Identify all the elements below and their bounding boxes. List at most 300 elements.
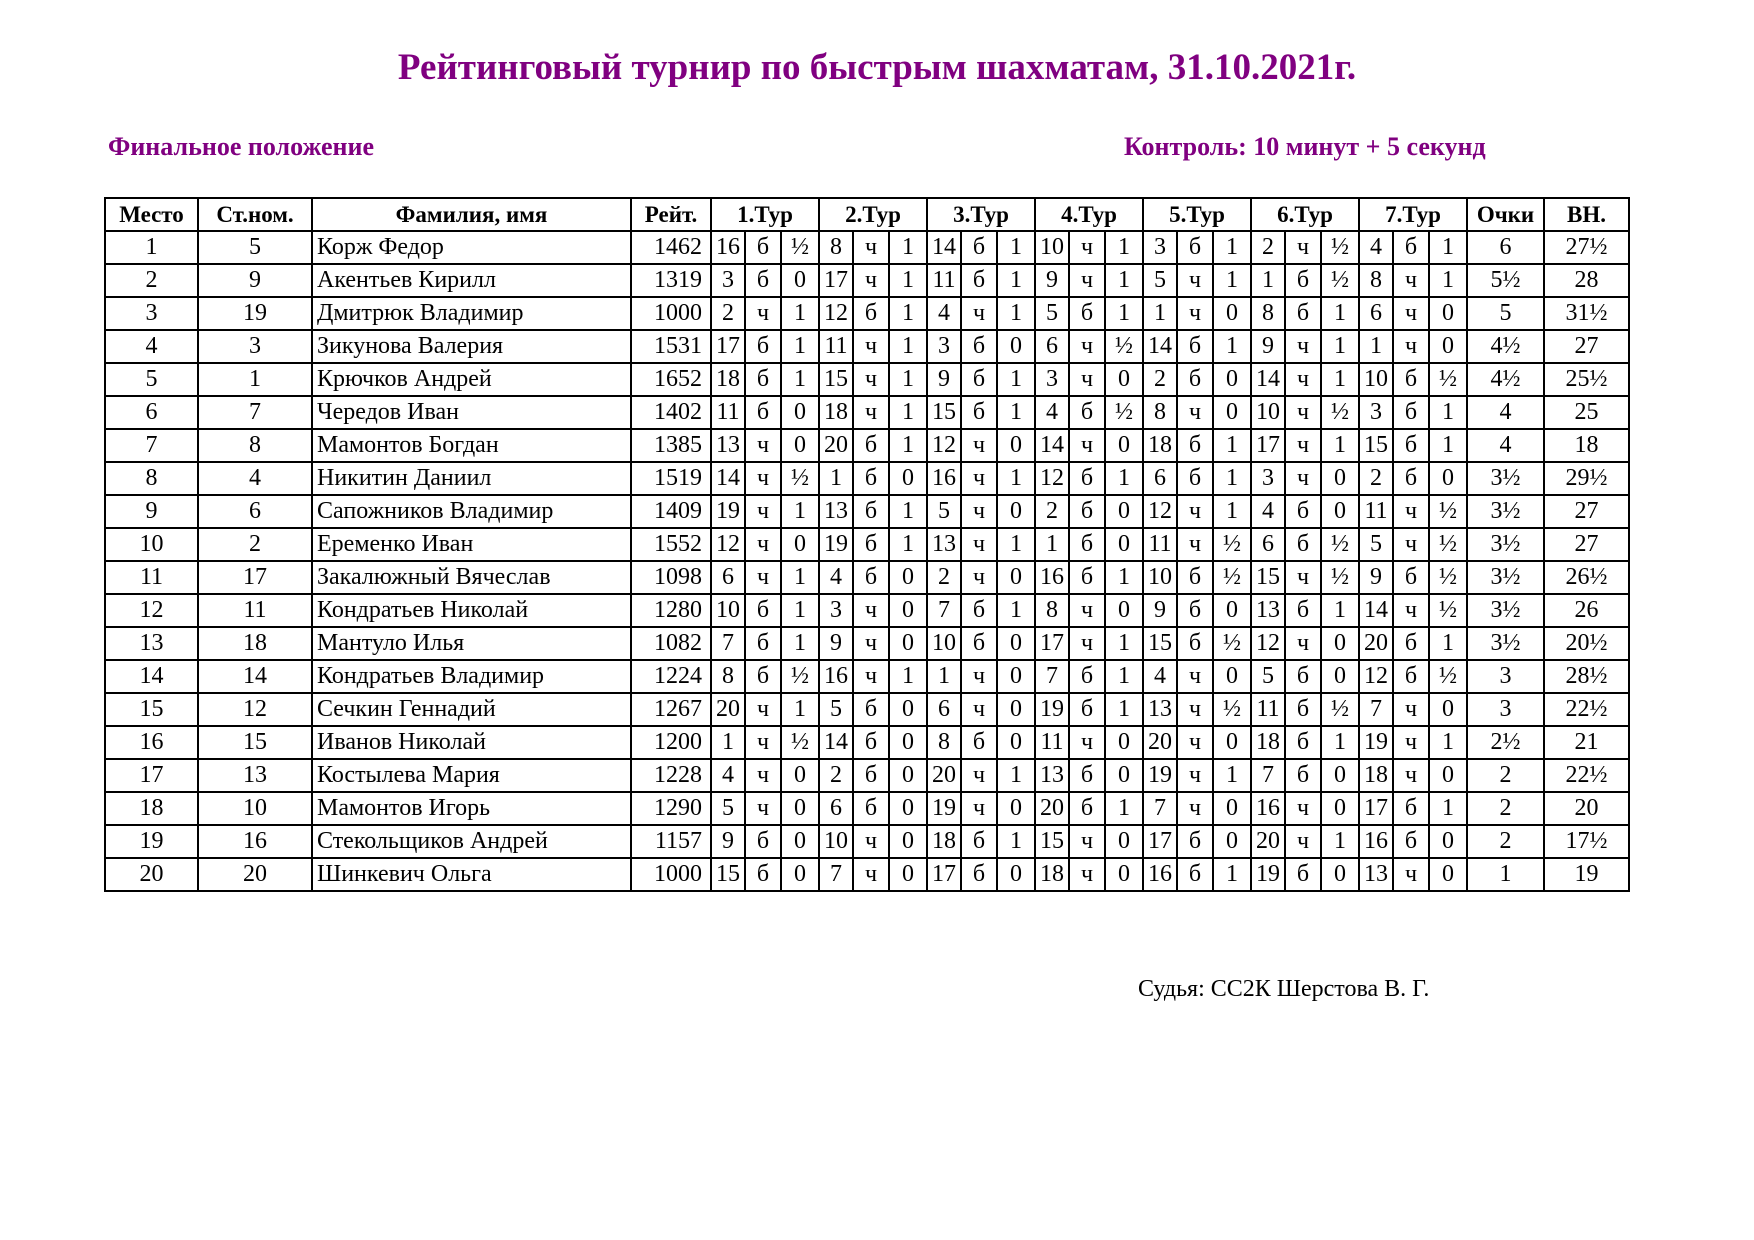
cell-opponent: 2: [1035, 495, 1069, 528]
cell-color: б: [853, 726, 889, 759]
cell-opponent: 10: [1143, 561, 1177, 594]
cell-result: ½: [1213, 528, 1251, 561]
cell-place: 6: [105, 396, 198, 429]
cell-color: ч: [1069, 858, 1105, 891]
cell-name: Дмитрюк Владимир: [312, 297, 631, 330]
cell-color: б: [853, 429, 889, 462]
cell-tiebreak: 27: [1544, 528, 1629, 561]
cell-start-number: 5: [198, 231, 312, 264]
cell-opponent: 3: [1143, 231, 1177, 264]
cell-result: 0: [781, 396, 819, 429]
cell-color: ч: [1285, 462, 1321, 495]
cell-rating: 1290: [631, 792, 711, 825]
cell-result: ½: [1321, 396, 1359, 429]
cell-result: 0: [1321, 792, 1359, 825]
cell-points: 3: [1467, 693, 1544, 726]
cell-opponent: 2: [1251, 231, 1285, 264]
cell-result: 0: [781, 858, 819, 891]
cell-tiebreak: 31½: [1544, 297, 1629, 330]
cell-rating: 1000: [631, 297, 711, 330]
cell-opponent: 4: [1359, 231, 1393, 264]
cell-result: 1: [1429, 792, 1467, 825]
cell-name: Зикунова Валерия: [312, 330, 631, 363]
cell-opponent: 20: [1359, 627, 1393, 660]
cell-opponent: 10: [1035, 231, 1069, 264]
cell-name: Стекольщиков Андрей: [312, 825, 631, 858]
cell-color: ч: [853, 396, 889, 429]
cell-color: б: [1393, 231, 1429, 264]
cell-color: ч: [1393, 528, 1429, 561]
cell-result: 0: [781, 429, 819, 462]
cell-color: ч: [1285, 627, 1321, 660]
cell-color: ч: [1069, 264, 1105, 297]
cell-result: 0: [1429, 297, 1467, 330]
cell-opponent: 18: [1359, 759, 1393, 792]
cell-color: ч: [1285, 363, 1321, 396]
cell-start-number: 1: [198, 363, 312, 396]
table-row: [105, 363, 1629, 396]
table-row: [105, 495, 1629, 528]
cell-opponent: 4: [1143, 660, 1177, 693]
cell-color: б: [1393, 396, 1429, 429]
cell-tiebreak: 17½: [1544, 825, 1629, 858]
cell-color: б: [961, 825, 997, 858]
cell-opponent: 5: [1143, 264, 1177, 297]
cell-color: ч: [1177, 264, 1213, 297]
cell-opponent: 3: [927, 330, 961, 363]
cell-name: Кондратьев Николай: [312, 594, 631, 627]
cell-color: ч: [745, 462, 781, 495]
cell-opponent: 11: [1035, 726, 1069, 759]
cell-rating: 1000: [631, 858, 711, 891]
cell-result: 0: [889, 858, 927, 891]
cell-name: Чередов Иван: [312, 396, 631, 429]
cell-result: ½: [1321, 264, 1359, 297]
cell-color: б: [745, 363, 781, 396]
cell-rating: 1652: [631, 363, 711, 396]
cell-color: ч: [745, 792, 781, 825]
cell-color: ч: [961, 693, 997, 726]
cell-color: б: [1069, 297, 1105, 330]
cell-result: 0: [1213, 726, 1251, 759]
cell-result: 1: [1429, 429, 1467, 462]
cell-color: б: [1285, 660, 1321, 693]
cell-result: ½: [1429, 594, 1467, 627]
cell-result: 1: [997, 759, 1035, 792]
cell-result: 0: [781, 528, 819, 561]
cell-color: б: [1285, 264, 1321, 297]
cell-color: б: [1285, 759, 1321, 792]
cell-opponent: 4: [1035, 396, 1069, 429]
cell-result: ½: [1213, 627, 1251, 660]
cell-opponent: 14: [819, 726, 853, 759]
cell-color: ч: [745, 528, 781, 561]
cell-result: 0: [889, 693, 927, 726]
cell-points: 3½: [1467, 462, 1544, 495]
cell-color: ч: [1069, 627, 1105, 660]
cell-color: б: [745, 660, 781, 693]
cell-opponent: 17: [1143, 825, 1177, 858]
cell-result: 0: [1429, 858, 1467, 891]
cell-result: 0: [1105, 495, 1143, 528]
cell-color: ч: [1393, 330, 1429, 363]
cell-opponent: 12: [927, 429, 961, 462]
table-row: [105, 396, 1629, 429]
cell-opponent: 13: [819, 495, 853, 528]
cell-result: 0: [997, 792, 1035, 825]
cell-opponent: 11: [1251, 693, 1285, 726]
cell-color: б: [1069, 693, 1105, 726]
cell-tiebreak: 29½: [1544, 462, 1629, 495]
cell-tiebreak: 26½: [1544, 561, 1629, 594]
cell-tiebreak: 20½: [1544, 627, 1629, 660]
cell-color: ч: [961, 429, 997, 462]
cell-result: 1: [1321, 363, 1359, 396]
cell-color: ч: [853, 231, 889, 264]
page-title: Рейтинговый турнир по быстрым шахматам, 31.10.2021г.: [397, 47, 1357, 88]
cell-points: 3½: [1467, 495, 1544, 528]
cell-color: ч: [1393, 693, 1429, 726]
cell-opponent: 17: [819, 264, 853, 297]
cell-opponent: 5: [927, 495, 961, 528]
cell-result: 0: [1213, 297, 1251, 330]
cell-place: 18: [105, 792, 198, 825]
cell-name: Корж Федор: [312, 231, 631, 264]
judge-signature-line: Судья: СС2К Шерстова В. Г.: [1138, 976, 1430, 1002]
cell-result: 1: [1213, 330, 1251, 363]
cell-color: ч: [961, 561, 997, 594]
cell-rating: 1267: [631, 693, 711, 726]
table-row: [105, 627, 1629, 660]
cell-result: 1: [1321, 594, 1359, 627]
cell-result: 1: [1429, 726, 1467, 759]
cell-name: Сапожников Владимир: [312, 495, 631, 528]
cell-opponent: 15: [927, 396, 961, 429]
cell-opponent: 20: [711, 693, 745, 726]
cell-result: 1: [997, 297, 1035, 330]
cell-place: 10: [105, 528, 198, 561]
cell-opponent: 6: [927, 693, 961, 726]
cell-color: ч: [1177, 660, 1213, 693]
cell-color: б: [1177, 363, 1213, 396]
cell-opponent: 3: [1035, 363, 1069, 396]
cell-result: 1: [1429, 231, 1467, 264]
cell-start-number: 20: [198, 858, 312, 891]
table-row: [105, 429, 1629, 462]
cell-result: 0: [997, 660, 1035, 693]
cell-points: 2½: [1467, 726, 1544, 759]
cell-start-number: 10: [198, 792, 312, 825]
cell-result: ½: [781, 660, 819, 693]
cell-result: 1: [1321, 825, 1359, 858]
cell-result: 1: [1429, 396, 1467, 429]
cell-opponent: 9: [819, 627, 853, 660]
cell-result: 1: [1105, 297, 1143, 330]
table-row: [105, 297, 1629, 330]
cell-result: 1: [1213, 231, 1251, 264]
cell-result: 1: [1429, 264, 1467, 297]
cell-color: ч: [853, 330, 889, 363]
cell-result: 0: [1105, 858, 1143, 891]
cell-color: б: [853, 462, 889, 495]
cell-opponent: 10: [1359, 363, 1393, 396]
cell-color: б: [1177, 627, 1213, 660]
cell-color: б: [1393, 660, 1429, 693]
cell-opponent: 18: [1143, 429, 1177, 462]
cell-opponent: 8: [819, 231, 853, 264]
cell-opponent: 13: [711, 429, 745, 462]
cell-points: 3½: [1467, 561, 1544, 594]
cell-result: 0: [997, 693, 1035, 726]
standings-subtitle: Финальное положение: [108, 132, 375, 161]
cell-color: б: [853, 693, 889, 726]
cell-color: б: [1069, 759, 1105, 792]
cell-opponent: 1: [927, 660, 961, 693]
cell-color: б: [1285, 495, 1321, 528]
table-row: [105, 594, 1629, 627]
cell-result: 1: [1105, 792, 1143, 825]
cell-color: б: [1069, 792, 1105, 825]
cell-opponent: 4: [819, 561, 853, 594]
cell-opponent: 16: [1035, 561, 1069, 594]
cell-color: ч: [1177, 759, 1213, 792]
cell-color: ч: [961, 495, 997, 528]
cell-points: 4½: [1467, 330, 1544, 363]
cell-opponent: 13: [927, 528, 961, 561]
table-row: [105, 561, 1629, 594]
cell-tiebreak: 22½: [1544, 693, 1629, 726]
cell-opponent: 10: [927, 627, 961, 660]
cell-opponent: 5: [711, 792, 745, 825]
cell-color: ч: [1393, 297, 1429, 330]
cell-result: 0: [1429, 825, 1467, 858]
cell-opponent: 6: [1251, 528, 1285, 561]
cell-result: 1: [781, 693, 819, 726]
cell-opponent: 9: [1251, 330, 1285, 363]
cell-opponent: 16: [1359, 825, 1393, 858]
cell-color: ч: [961, 462, 997, 495]
cell-color: ч: [1285, 561, 1321, 594]
cell-result: 0: [1105, 429, 1143, 462]
cell-tiebreak: 28½: [1544, 660, 1629, 693]
cell-result: 0: [889, 792, 927, 825]
cell-result: 1: [781, 363, 819, 396]
cell-color: ч: [1177, 528, 1213, 561]
cell-result: 1: [1213, 462, 1251, 495]
cell-color: б: [853, 792, 889, 825]
cell-color: б: [1285, 528, 1321, 561]
cell-opponent: 20: [819, 429, 853, 462]
cell-color: б: [1393, 363, 1429, 396]
cell-name: Закалюжный Вячеслав: [312, 561, 631, 594]
cell-start-number: 14: [198, 660, 312, 693]
cell-color: б: [1177, 858, 1213, 891]
cell-opponent: 10: [711, 594, 745, 627]
cell-color: ч: [745, 495, 781, 528]
cell-color: ч: [1177, 297, 1213, 330]
cell-result: 1: [997, 462, 1035, 495]
cell-result: 0: [1105, 528, 1143, 561]
cell-opponent: 7: [711, 627, 745, 660]
cell-tiebreak: 28: [1544, 264, 1629, 297]
cell-points: 6: [1467, 231, 1544, 264]
cell-result: 0: [889, 561, 927, 594]
cell-name: Сечкин Геннадий: [312, 693, 631, 726]
cell-result: 0: [1213, 396, 1251, 429]
cell-result: ½: [1105, 330, 1143, 363]
cell-color: ч: [1069, 330, 1105, 363]
cell-opponent: 7: [1251, 759, 1285, 792]
cell-opponent: 8: [1359, 264, 1393, 297]
cell-opponent: 4: [1251, 495, 1285, 528]
cell-start-number: 7: [198, 396, 312, 429]
cell-color: б: [1177, 594, 1213, 627]
cell-color: б: [1177, 825, 1213, 858]
cell-color: ч: [961, 297, 997, 330]
cell-result: 1: [997, 264, 1035, 297]
cell-name: Мамонтов Игорь: [312, 792, 631, 825]
header-rating: Рейт.: [631, 198, 711, 231]
cell-result: 0: [781, 759, 819, 792]
cell-color: ч: [853, 363, 889, 396]
cell-color: ч: [1177, 726, 1213, 759]
cell-rating: 1462: [631, 231, 711, 264]
cell-name: Крючков Андрей: [312, 363, 631, 396]
cell-color: б: [1393, 462, 1429, 495]
cell-color: б: [1177, 330, 1213, 363]
cell-start-number: 12: [198, 693, 312, 726]
cell-tiebreak: 20: [1544, 792, 1629, 825]
header-start-number: Ст.ном.: [198, 198, 312, 231]
cell-result: 1: [997, 396, 1035, 429]
cell-color: ч: [853, 660, 889, 693]
cell-opponent: 9: [927, 363, 961, 396]
cell-name: Кондратьев Владимир: [312, 660, 631, 693]
cell-points: 3: [1467, 660, 1544, 693]
cell-color: ч: [1285, 330, 1321, 363]
cell-color: ч: [1069, 726, 1105, 759]
cell-result: 1: [889, 231, 927, 264]
cell-rating: 1319: [631, 264, 711, 297]
cell-color: б: [745, 231, 781, 264]
cell-color: ч: [853, 264, 889, 297]
cell-color: б: [1069, 528, 1105, 561]
cell-result: 0: [1429, 330, 1467, 363]
cell-opponent: 7: [1359, 693, 1393, 726]
cell-result: 1: [781, 495, 819, 528]
cell-opponent: 8: [711, 660, 745, 693]
cell-opponent: 1: [819, 462, 853, 495]
cell-result: 0: [1105, 825, 1143, 858]
cell-color: ч: [1177, 495, 1213, 528]
cell-result: 1: [997, 231, 1035, 264]
cell-opponent: 16: [819, 660, 853, 693]
cell-place: 9: [105, 495, 198, 528]
cell-result: 0: [1429, 462, 1467, 495]
cell-color: б: [1393, 561, 1429, 594]
table-row: [105, 858, 1629, 891]
cell-name: Костылева Мария: [312, 759, 631, 792]
cell-opponent: 19: [1035, 693, 1069, 726]
cell-opponent: 18: [711, 363, 745, 396]
cell-opponent: 19: [1251, 858, 1285, 891]
cell-opponent: 19: [819, 528, 853, 561]
cell-color: б: [1069, 495, 1105, 528]
cell-color: ч: [1393, 594, 1429, 627]
time-control-label: Контроль: 10 минут + 5 секунд: [1124, 132, 1486, 161]
cell-points: 5½: [1467, 264, 1544, 297]
cell-result: 1: [889, 528, 927, 561]
cell-result: 1: [781, 297, 819, 330]
cell-result: 0: [889, 594, 927, 627]
cell-start-number: 3: [198, 330, 312, 363]
cell-opponent: 19: [1359, 726, 1393, 759]
cell-opponent: 16: [1143, 858, 1177, 891]
cell-result: 1: [1105, 462, 1143, 495]
cell-color: б: [1177, 462, 1213, 495]
cell-opponent: 15: [1251, 561, 1285, 594]
cell-opponent: 8: [927, 726, 961, 759]
cell-opponent: 2: [711, 297, 745, 330]
cell-name: Еременко Иван: [312, 528, 631, 561]
cell-place: 3: [105, 297, 198, 330]
cell-opponent: 12: [1143, 495, 1177, 528]
cell-color: б: [961, 726, 997, 759]
cell-color: б: [745, 627, 781, 660]
cell-opponent: 19: [1143, 759, 1177, 792]
cell-opponent: 1: [1359, 330, 1393, 363]
cell-opponent: 8: [1035, 594, 1069, 627]
cell-opponent: 1: [1251, 264, 1285, 297]
cell-points: 2: [1467, 759, 1544, 792]
cell-color: ч: [1069, 363, 1105, 396]
header-round-7: 7.Тур: [1359, 198, 1467, 231]
cell-result: 1: [1105, 231, 1143, 264]
table-row: [105, 330, 1629, 363]
cell-opponent: 18: [927, 825, 961, 858]
cell-opponent: 6: [711, 561, 745, 594]
cell-result: 0: [997, 495, 1035, 528]
cell-start-number: 19: [198, 297, 312, 330]
cell-result: 0: [1429, 693, 1467, 726]
cell-color: ч: [1393, 726, 1429, 759]
cell-start-number: 18: [198, 627, 312, 660]
cell-start-number: 13: [198, 759, 312, 792]
cell-result: 0: [997, 627, 1035, 660]
cell-name: Никитин Даниил: [312, 462, 631, 495]
cell-result: 0: [1321, 627, 1359, 660]
cell-result: 1: [889, 330, 927, 363]
cell-rating: 1531: [631, 330, 711, 363]
cell-result: 0: [997, 858, 1035, 891]
cell-opponent: 17: [711, 330, 745, 363]
cell-tiebreak: 25: [1544, 396, 1629, 429]
cell-opponent: 6: [1359, 297, 1393, 330]
cell-name: Мантуло Илья: [312, 627, 631, 660]
cell-result: 1: [781, 594, 819, 627]
cell-opponent: 5: [1251, 660, 1285, 693]
cell-opponent: 14: [927, 231, 961, 264]
cell-opponent: 4: [711, 759, 745, 792]
cell-result: 1: [889, 396, 927, 429]
cell-opponent: 17: [1251, 429, 1285, 462]
cell-result: 0: [997, 561, 1035, 594]
header-round-5: 5.Тур: [1143, 198, 1251, 231]
cell-result: ½: [1321, 561, 1359, 594]
cell-opponent: 16: [1251, 792, 1285, 825]
cell-result: 0: [1105, 759, 1143, 792]
cell-color: ч: [1177, 693, 1213, 726]
